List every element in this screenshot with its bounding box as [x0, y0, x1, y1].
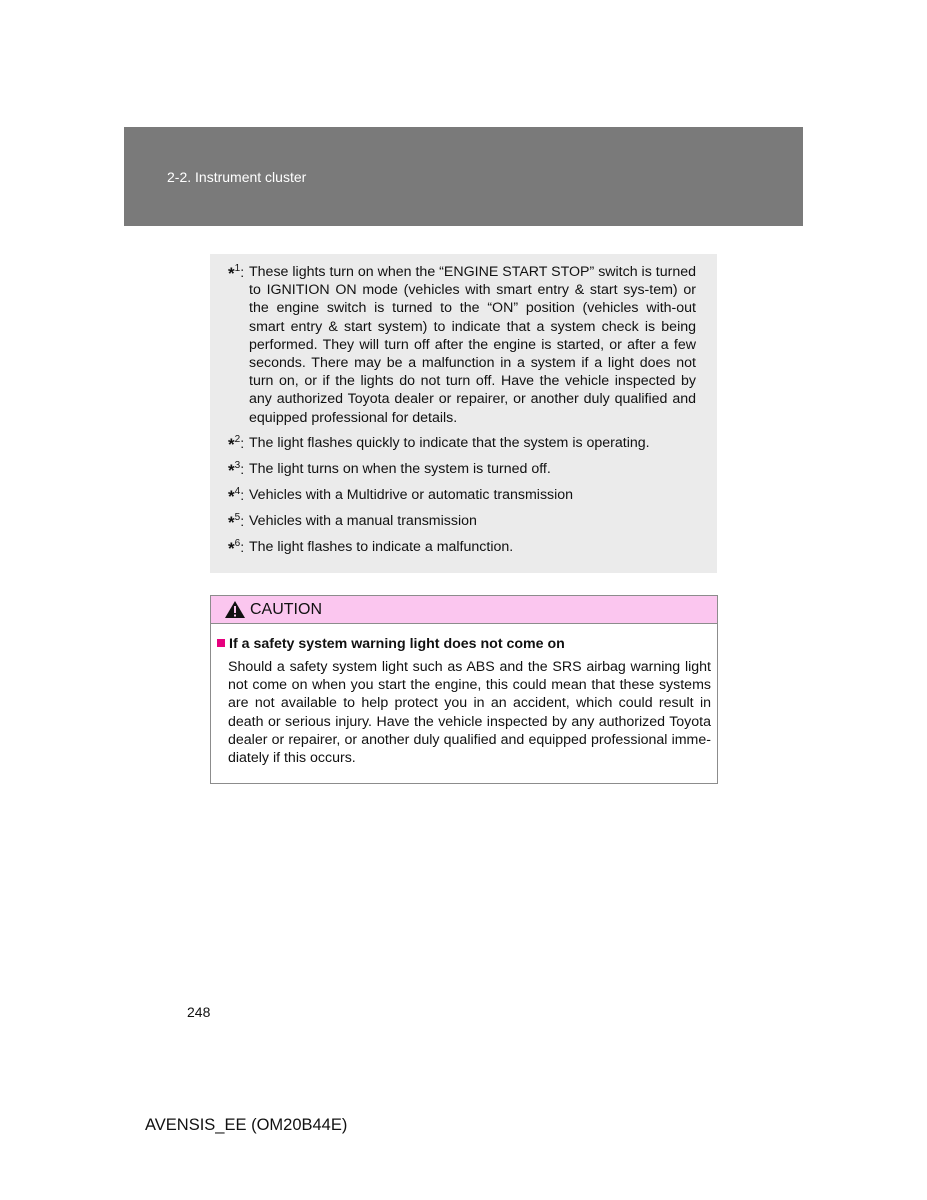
footnote-marker: *$^1$:	[228, 263, 245, 283]
footnote-3	[228, 460, 696, 478]
caution-header	[211, 596, 717, 624]
footnote-marker: *$^5$:	[228, 512, 245, 532]
bullet-square-icon	[217, 639, 225, 647]
footnotes-box	[210, 254, 717, 573]
footnote-5	[228, 512, 696, 530]
page-number: 248	[187, 1004, 211, 1020]
footnote-4	[228, 486, 696, 504]
footnote-text: The light flashes to indicate a malfunction.	[249, 539, 514, 555]
footnote-marker: *$^4$:	[228, 486, 245, 506]
footnote-6	[228, 538, 696, 556]
footnote-text: The light flashes quickly to indicate that the system is operating.	[249, 435, 650, 451]
warning-triangle-icon	[224, 600, 246, 619]
section-header-band	[124, 127, 803, 226]
caution-heading-text: If a safety system warning light does not come on	[229, 636, 565, 652]
document-footer: AVENSIS_EE (OM20B44E)	[145, 1116, 348, 1134]
caution-box	[210, 595, 718, 784]
footnote-1	[228, 263, 696, 427]
footnote-marker: *$^6$:	[228, 538, 245, 558]
caution-subheading	[217, 636, 565, 652]
footnote-text: These lights turn on when the “ENGINE START STOP” switch is turned to IGNITION ON mode (vehicles with smart entry & start sys-tem) or the engine switch is turned to the “ON” position (vehicles with-out smart entry & start system) to indicate that a system check is being performed. They will turn off after the engine is started, or after a few seconds. There may be a malfunction in a system if a light does not turn on, or if the lights do not turn off. Have the vehicle inspected by any authorized Toyota dealer or repairer, or another duly qualified and equipped professional for details.	[249, 264, 696, 426]
section-title: 2-2. Instrument cluster	[167, 169, 307, 185]
caution-title: CAUTION	[250, 601, 322, 618]
footnote-text: Vehicles with a Multidrive or automatic transmission	[249, 487, 574, 503]
footnote-2	[228, 434, 696, 452]
footnote-marker: *$^3$:	[228, 460, 245, 480]
footnote-marker: *$^2$:	[228, 434, 245, 454]
footnote-text: The light turns on when the system is turned off.	[249, 461, 551, 477]
caution-body-text: Should a safety system light such as ABS and the SRS airbag warning light not come on when you start the engine, this could mean that these systems are not available to help protect you in an accident, which could result in death or serious injury. Have the vehicle inspected by any authorized Toyota dealer or repairer, or another duly qualified and equipped professional imme-diately if this occurs.	[228, 659, 711, 767]
footnote-text: Vehicles with a manual transmission	[249, 513, 477, 529]
